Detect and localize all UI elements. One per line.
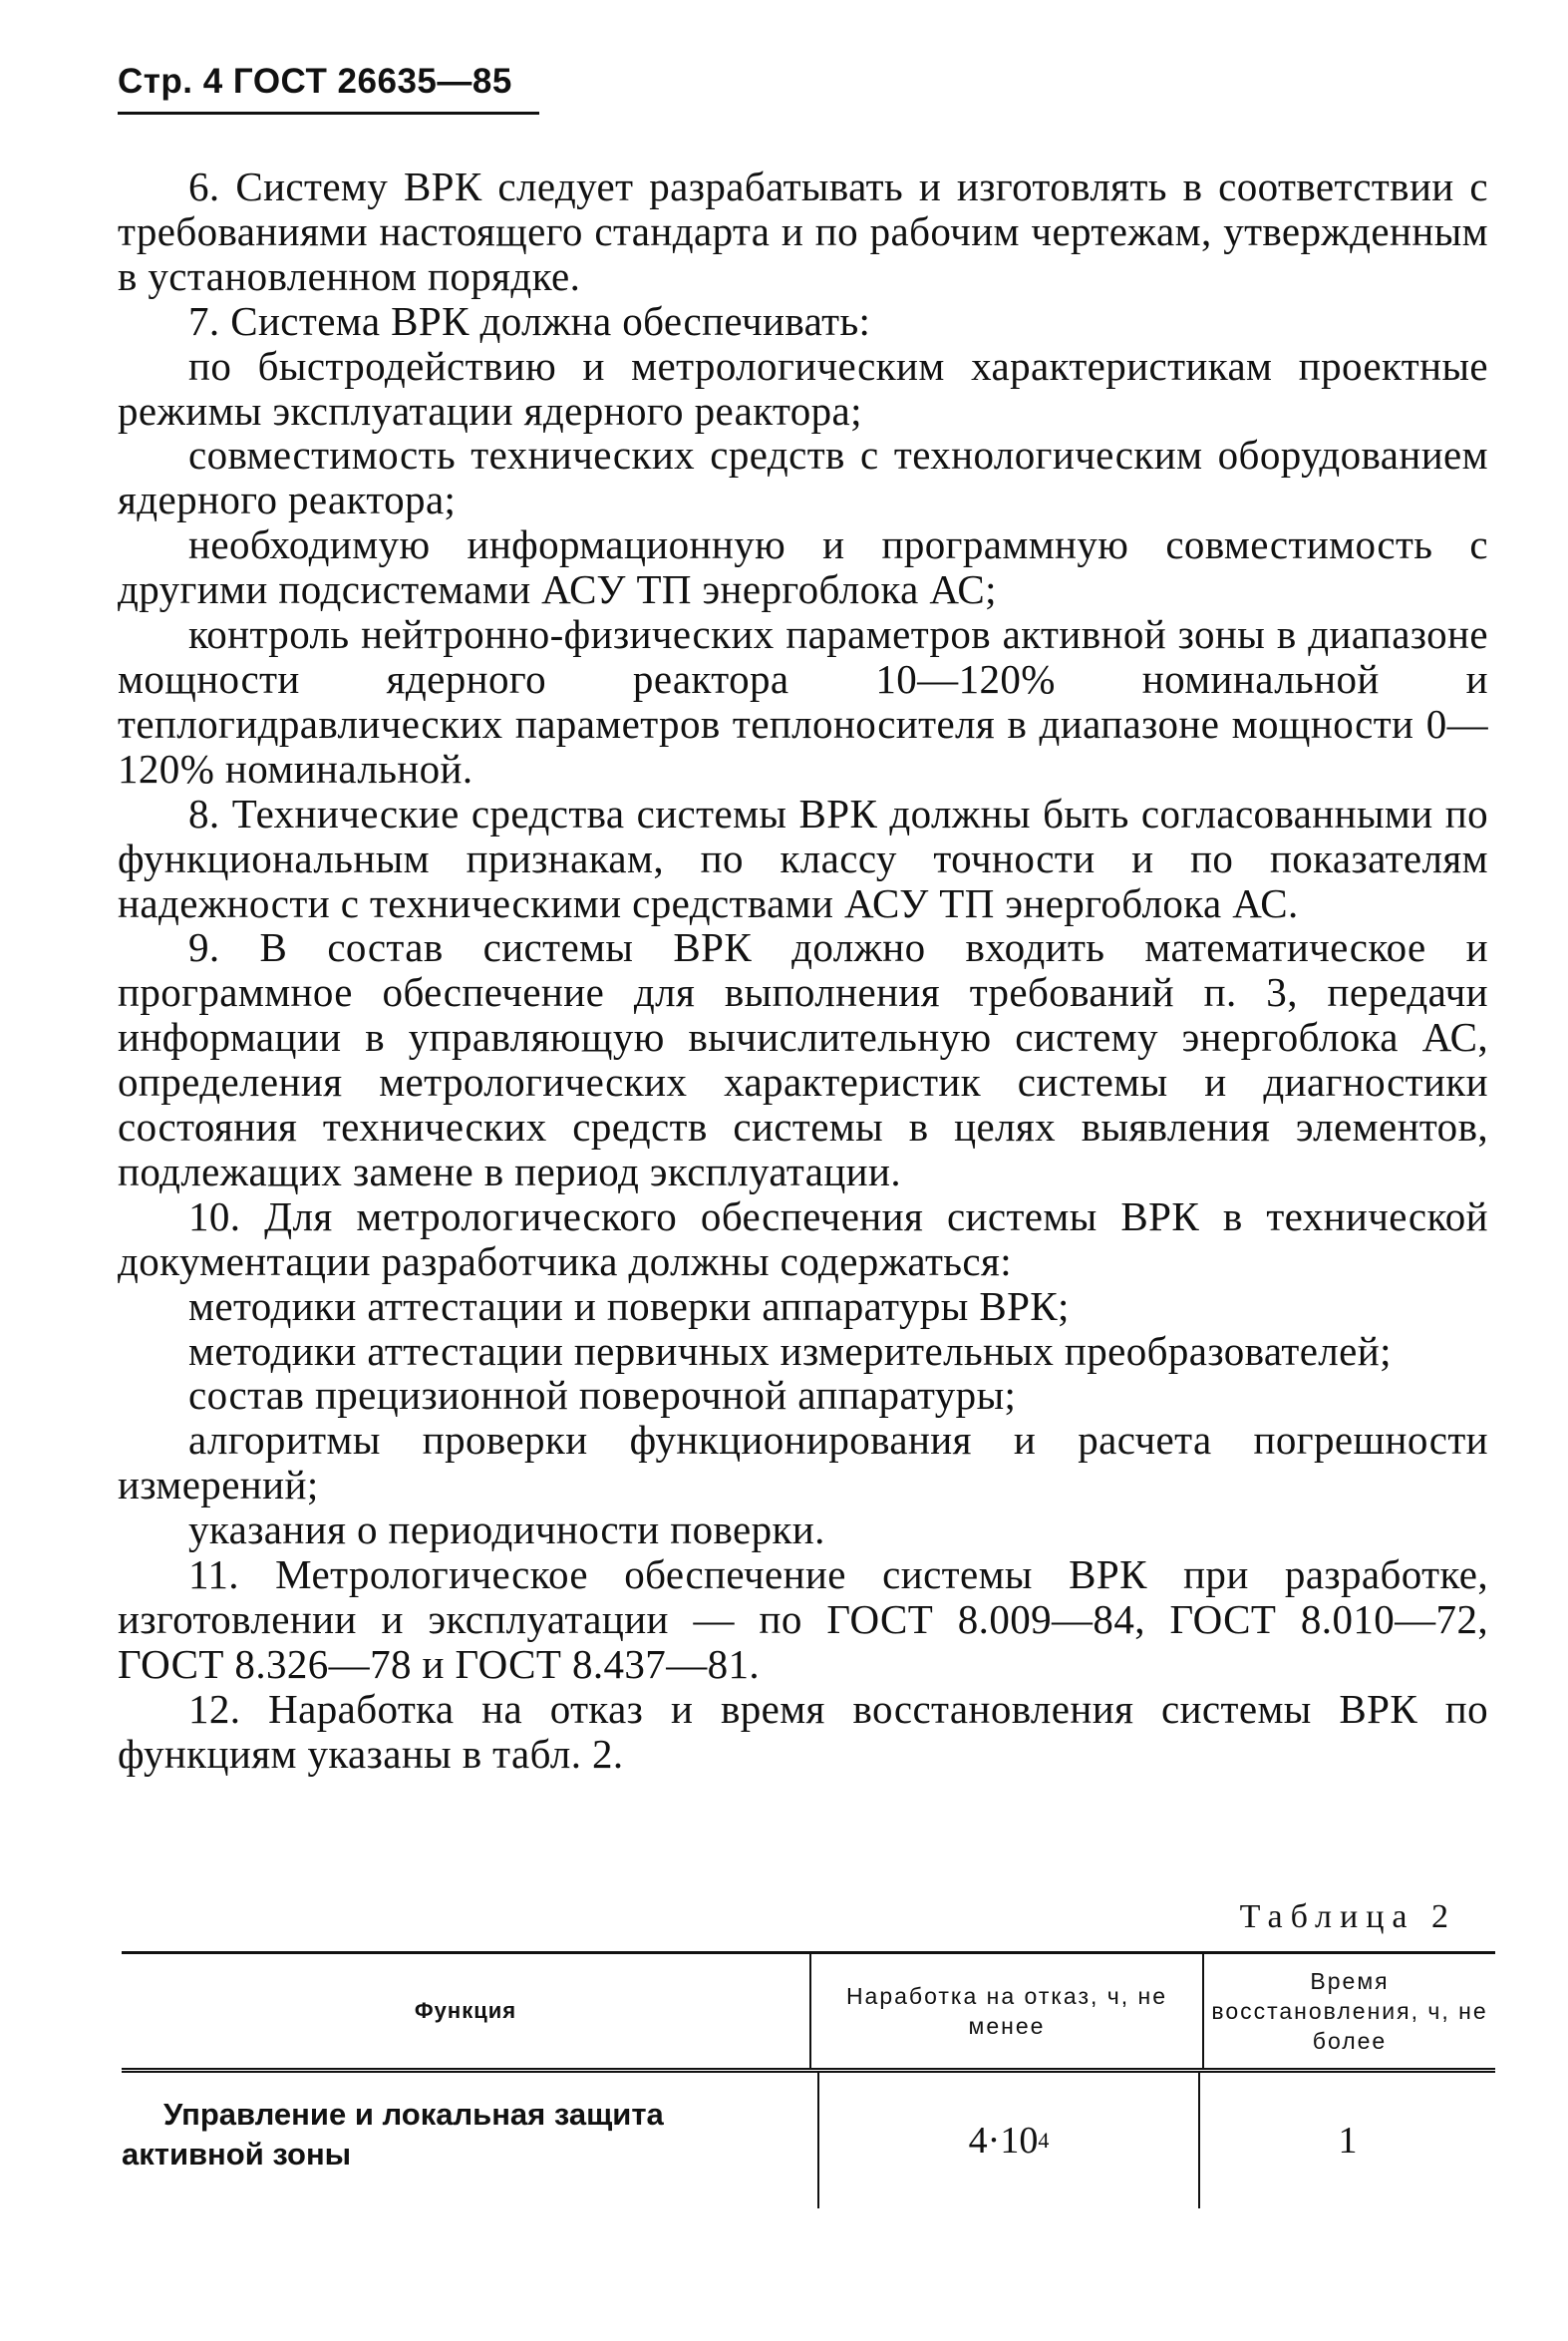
cell-mtbf	[817, 2073, 1198, 2208]
paragraph-10: 10. Для метрологического обеспечения системы ВРК в технической документации разработчика должны содержаться:	[118, 1192, 1488, 1284]
table-caption: Таблица 2	[1239, 1898, 1456, 1935]
table-header-row	[122, 1954, 1495, 2073]
table-row	[122, 2073, 1495, 2208]
cell-mtbf-base: 4·10	[968, 2120, 1039, 2162]
header-recovery: Время восстановления, ч, не более	[1202, 1954, 1495, 2068]
list-item: методики аттестации и поверки аппаратуры ВРК;	[188, 1282, 1070, 1329]
cell-function	[122, 2073, 817, 2208]
cell-function-line2: активной зоны	[122, 2137, 352, 2172]
cell-recovery: 1	[1198, 2073, 1495, 2208]
list-item: необходимую информационную и программную совместимость с другими подсистемами АСУ ТП энергоблока АС;	[118, 521, 1488, 613]
paragraph-7: 7. Система ВРК должна обеспечивать:	[188, 297, 871, 344]
header-rule	[118, 112, 539, 115]
list-item: контроль нейтронно-физических параметров активной зоны в диапазоне мощности ядерного реактора 10—120% номинальной и теплогидравлических параметров теплоносителя в диапазоне мощности 0—120% номинальной.	[118, 611, 1488, 792]
page-body	[118, 165, 1488, 1777]
paragraph-11: 11. Метрологическое обеспечение системы ВРК при разработке, изготовлении и эксплуатации — по ГОСТ 8.009—84, ГОСТ 8.010—72, ГОСТ 8.326—78 и ГОСТ 8.437—81.	[118, 1551, 1488, 1687]
list-item: по быстродействию и метрологическим характеристикам проектные режимы эксплуатации ядерного реактора;	[118, 342, 1488, 434]
cell-mtbf-exponent: 4	[1038, 2128, 1050, 2153]
list-item: указания о периодичности поверки.	[188, 1506, 825, 1553]
page-header: Стр. 4 ГОСТ 26635—85	[118, 62, 512, 101]
paragraph-8: 8. Технические средства системы ВРК должны быть согласованными по функциональным признакам, по классу точности и по показателям надежности с техническими средствами АСУ ТП энергоблока АС.	[118, 790, 1488, 926]
paragraph-6: 6. Систему ВРК следует разрабатывать и изготовлять в соответствии с требованиями настоящего стандарта и по рабочим чертежам, утвержденным в установленном порядке.	[118, 164, 1488, 299]
cell-function-line1: Управление и локальная защита	[163, 2097, 664, 2132]
table-2	[122, 1951, 1495, 2208]
paragraph-12: 12. Наработка на отказ и время восстановления системы ВРК по функциям указаны в табл. 2.	[118, 1685, 1488, 1777]
list-item: совместимость технических средств с технологическим оборудованием ядерного реактора;	[118, 432, 1488, 523]
list-item: алгоритмы проверки функционирования и расчета погрешности измерений;	[118, 1417, 1488, 1508]
list-item: состав прецизионной поверочной аппаратуры;	[188, 1372, 1017, 1419]
list-item: методики аттестации первичных измерительных преобразователей;	[188, 1327, 1392, 1374]
paragraph-9: 9. В состав системы ВРК должно входить математическое и программное обеспечение для выполнения требований п. 3, передачи информации в управляющую вычислительную систему энергоблока АС, определения метрологических характеристик системы и диагностики состояния технических средств системы в целях выявления элементов, подлежащих замене в период эксплуатации.	[118, 924, 1488, 1194]
header-function: Функция	[414, 1998, 517, 2023]
header-mtbf: Наработка на отказ, ч, не менее	[809, 1954, 1202, 2068]
